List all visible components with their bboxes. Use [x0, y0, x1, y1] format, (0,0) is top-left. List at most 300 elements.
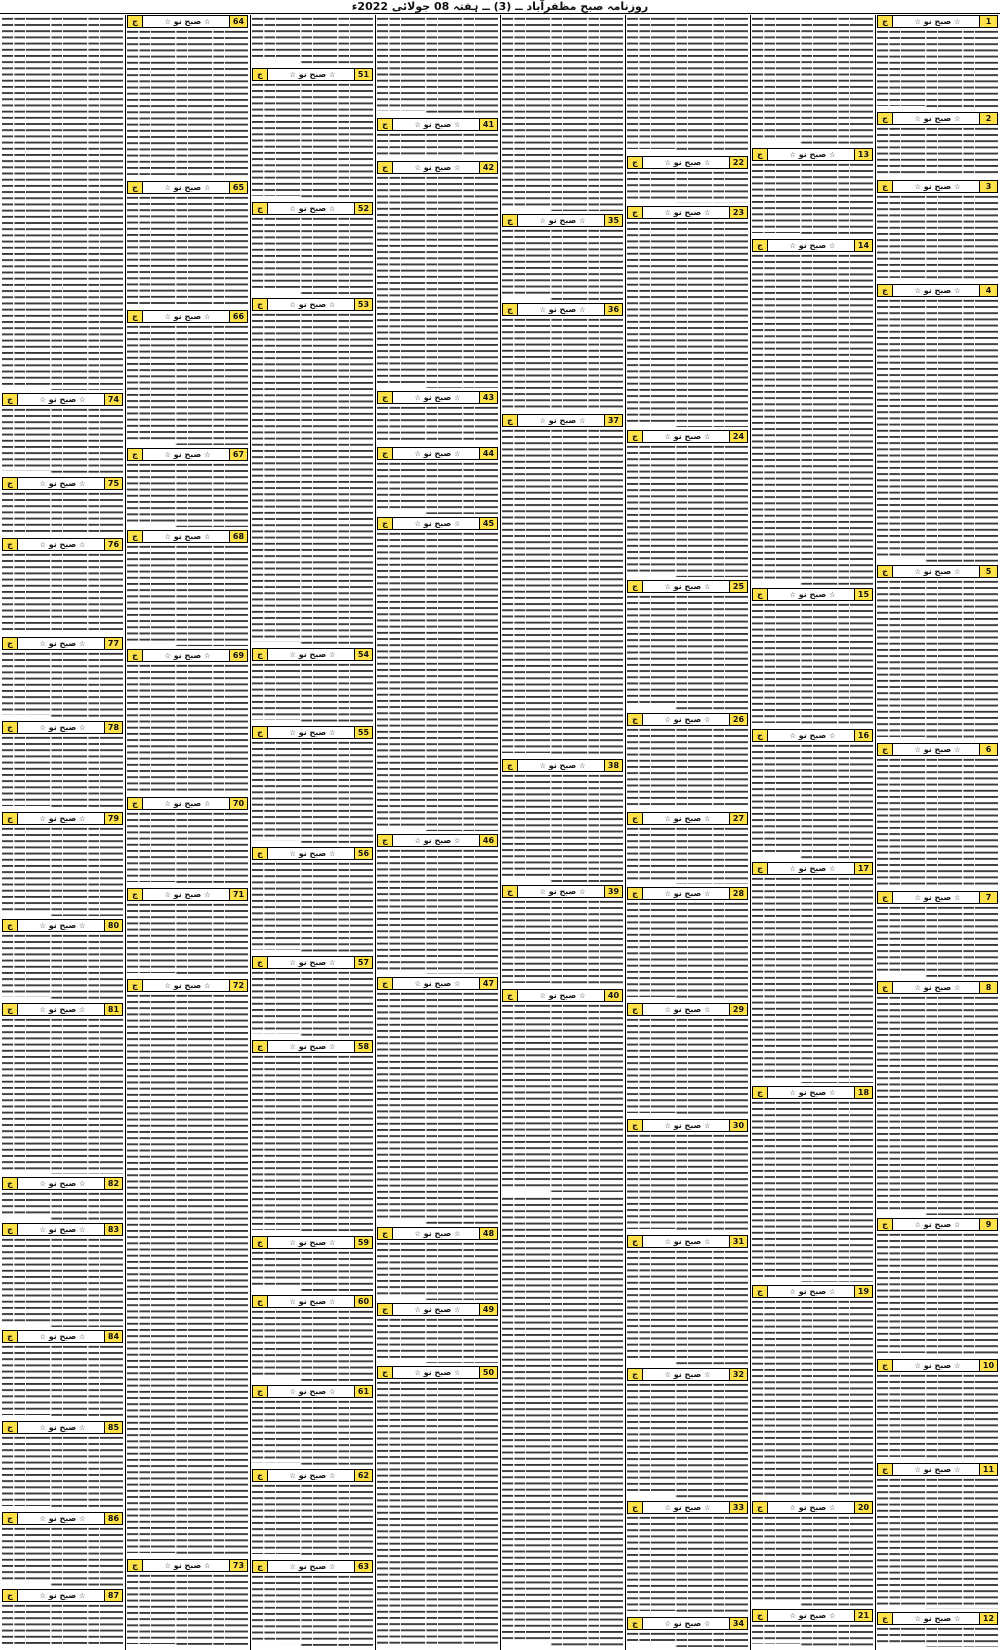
ad-logo-text: صبح نو: [45, 639, 80, 648]
ad-number: 25: [729, 581, 747, 592]
ad-mark-icon: ج: [628, 1236, 643, 1247]
ad-body-text: [252, 1250, 373, 1292]
ad-header: [377, 161, 498, 174]
ad-logo-text: صبح نو: [295, 650, 330, 660]
ad-mark-icon: ج: [3, 920, 18, 931]
star-icon: ☆: [329, 1388, 336, 1397]
star-icon: ☆: [664, 1122, 671, 1131]
ad-logo: [290, 1296, 336, 1307]
classified-ad: [2, 637, 123, 718]
ad-logo: [165, 311, 211, 322]
star-icon: ☆: [539, 762, 546, 771]
ad-body-text: [627, 16, 748, 153]
classified-ad: [252, 726, 373, 844]
ad-last-line-gap: [377, 111, 425, 115]
star-icon: ☆: [39, 479, 46, 488]
classified-ad: [627, 1617, 748, 1647]
ad-logo: [40, 638, 86, 649]
ad-header: [377, 1303, 498, 1316]
classified-ad: [252, 15, 373, 65]
ad-body-text: [2, 1191, 123, 1220]
ad-last-line-gap: [252, 1034, 300, 1037]
ad-logo-text: صبح نو: [670, 1237, 705, 1247]
ad-last-line-gap: [2, 386, 50, 390]
ad-mark-icon: ج: [3, 813, 18, 824]
ad-number: 67: [229, 449, 247, 460]
ad-last-line-gap: [2, 1171, 50, 1174]
ad-last-line-gap: [2, 913, 50, 916]
ad-logo-text: صبح نو: [920, 983, 955, 993]
ad-logo-text: صبح نو: [45, 1004, 80, 1014]
ad-header: [502, 989, 623, 1002]
star-icon: ☆: [79, 640, 86, 648]
ad-header: [627, 580, 748, 593]
ad-number: 66: [229, 311, 247, 322]
ad-body-text: [502, 773, 623, 882]
ad-logo: [665, 207, 711, 218]
ad-last-line-gap: [752, 723, 800, 726]
star-icon: ☆: [914, 984, 921, 993]
ad-mark-icon: ج: [503, 760, 518, 771]
ad-body-text: [377, 132, 498, 158]
ad-logo-text: صبح نو: [545, 990, 580, 1000]
ad-mark-icon: ج: [128, 889, 143, 900]
ad-logo-text: صبح نو: [295, 1297, 330, 1307]
ad-logo: [790, 863, 836, 874]
star-icon: ☆: [829, 1612, 836, 1620]
ad-logo: [540, 304, 586, 315]
classified-ad: [252, 1295, 373, 1382]
ad-logo: [665, 1120, 711, 1131]
ad-number: 68: [229, 531, 247, 542]
ad-mark-icon: ج: [3, 478, 18, 489]
star-icon: ☆: [914, 182, 921, 191]
ad-number: 64: [229, 16, 247, 27]
ad-number: 51: [354, 69, 372, 80]
ad-logo: [165, 16, 211, 27]
ad-body-text: [877, 1477, 998, 1609]
star-icon: ☆: [579, 216, 586, 225]
star-icon: ☆: [204, 890, 211, 899]
ad-logo-text: صبح نو: [170, 798, 205, 808]
star-icon: ☆: [204, 313, 211, 322]
ad-logo: [665, 1004, 711, 1015]
ad-mark-icon: ج: [3, 1331, 18, 1342]
ad-logo: [165, 650, 211, 661]
ad-logo-text: صبح نو: [920, 744, 955, 754]
classified-ad: [252, 202, 373, 295]
classified-ad: [752, 588, 873, 726]
ad-header: [752, 148, 873, 161]
ad-mark-icon: ج: [628, 1004, 643, 1015]
ad-last-line-gap: [377, 1644, 425, 1647]
classified-ad: [752, 1285, 873, 1498]
ad-header: [252, 956, 373, 969]
ad-header: [252, 1385, 373, 1398]
ad-logo-text: صبح نو: [295, 300, 330, 310]
ad-logo: [915, 113, 961, 124]
star-icon: ☆: [204, 1561, 211, 1570]
ad-header: [627, 1119, 748, 1132]
classified-ad: [627, 812, 748, 883]
ad-last-line-gap: [627, 424, 675, 427]
star-icon: ☆: [914, 1220, 921, 1229]
ad-body-text: [877, 995, 998, 1215]
star-icon: ☆: [414, 979, 421, 988]
star-icon: ☆: [289, 71, 296, 80]
star-icon: ☆: [79, 1424, 86, 1433]
ad-logo-text: صبح نو: [920, 181, 955, 191]
star-icon: ☆: [914, 745, 921, 754]
ad-mark-icon: ج: [878, 1219, 893, 1230]
ad-header: [752, 1086, 873, 1099]
ad-header: [252, 648, 373, 661]
ad-logo: [540, 215, 586, 226]
star-icon: ☆: [954, 182, 961, 191]
ad-mark-icon: ج: [878, 982, 893, 993]
ad-logo: [915, 982, 961, 993]
ad-body-text: [252, 740, 373, 844]
ad-body-text: [627, 444, 748, 577]
ad-last-line-gap: [2, 1583, 50, 1586]
star-icon: ☆: [954, 984, 961, 993]
ad-last-line-gap: [877, 1606, 925, 1609]
ad-logo-text: صبح نو: [170, 981, 205, 991]
classified-ad: [127, 888, 248, 976]
classified-ad: [2, 721, 123, 809]
ad-last-line-gap: [877, 559, 925, 562]
ad-logo: [915, 892, 961, 903]
star-icon: ☆: [289, 301, 296, 310]
ad-mark-icon: ج: [253, 1041, 268, 1052]
ad-logo: [665, 888, 711, 899]
ad-header: [752, 729, 873, 742]
ad-body-text: [2, 1344, 123, 1418]
classified-ad: [627, 580, 748, 710]
star-icon: ☆: [79, 1332, 86, 1341]
star-icon: ☆: [664, 1371, 671, 1380]
ad-body-text: [377, 1241, 498, 1300]
ad-last-line-gap: [127, 882, 175, 885]
classified-ad: [377, 15, 498, 115]
ad-number: 26: [729, 714, 747, 725]
ad-last-line-gap: [252, 1230, 300, 1233]
ad-body-text: [627, 727, 748, 809]
ad-last-line-gap: [502, 297, 550, 300]
ad-logo-text: صبح نو: [795, 731, 830, 740]
ad-logo-text: صبح نو: [295, 203, 330, 213]
ad-header: [502, 303, 623, 316]
star-icon: ☆: [954, 18, 961, 26]
ad-logo: [790, 1286, 836, 1297]
ad-last-line-gap: [252, 1289, 300, 1292]
ad-header: [627, 206, 748, 219]
ad-last-line-gap: [127, 973, 175, 976]
ad-last-line-gap: [127, 442, 175, 445]
ad-body-text: [252, 312, 373, 645]
ad-last-line-gap: [877, 1457, 925, 1460]
ad-number: 52: [354, 203, 372, 214]
ad-logo: [540, 886, 586, 897]
star-icon: ☆: [704, 582, 711, 591]
ad-logo-text: صبح نو: [295, 1387, 330, 1397]
ad-header: [127, 797, 248, 810]
classified-ad: [752, 15, 873, 145]
ad-mark-icon: ج: [628, 1369, 643, 1380]
ad-body-text: [377, 175, 498, 388]
ad-number: 24: [729, 431, 747, 442]
ad-number: 53: [354, 299, 372, 310]
star-icon: ☆: [164, 890, 171, 899]
ad-header: [127, 888, 248, 901]
ad-number: 9: [979, 1219, 997, 1230]
ad-number: 14: [854, 240, 872, 251]
star-icon: ☆: [789, 1288, 796, 1297]
ad-number: 28: [729, 888, 747, 899]
ad-number: 31: [729, 1236, 747, 1247]
star-icon: ☆: [79, 1005, 86, 1014]
classified-column-8: [0, 15, 125, 1650]
ad-logo-text: صبح نو: [920, 1219, 955, 1229]
ad-last-line-gap: [752, 856, 800, 859]
star-icon: ☆: [914, 1614, 921, 1623]
ad-body-text: [2, 1017, 123, 1174]
ad-mark-icon: ج: [753, 730, 768, 741]
ad-body-text: [752, 1515, 873, 1606]
classified-column-7: [125, 15, 250, 1650]
classified-ad: [252, 1385, 373, 1466]
ad-logo-text: صبح نو: [795, 149, 830, 159]
star-icon: ☆: [414, 450, 421, 459]
ad-last-line-gap: [877, 1212, 925, 1215]
ad-body-text: [627, 1249, 748, 1365]
ad-body-text: [2, 552, 123, 634]
star-icon: ☆: [914, 1362, 921, 1371]
classified-ad: [377, 1303, 498, 1363]
ad-logo: [40, 1513, 86, 1524]
ad-last-line-gap: [877, 1644, 925, 1647]
ad-mark-icon: ج: [503, 304, 518, 315]
star-icon: ☆: [539, 991, 546, 1000]
ad-logo: [290, 1237, 336, 1248]
masthead: روزنامہ صبح مظفرآباد ــ (3) ــ ہفتہ 08 جولائی 2022ء: [0, 0, 1000, 14]
ad-last-line-gap: [502, 1189, 550, 1192]
star-icon: ☆: [664, 815, 671, 824]
ad-body-text: [2, 1435, 123, 1509]
star-icon: ☆: [829, 150, 836, 159]
ad-body-text: [627, 1017, 748, 1116]
ad-logo: [40, 1422, 86, 1433]
ad-header: [752, 588, 873, 601]
star-icon: ☆: [39, 395, 46, 404]
classified-ad: [127, 530, 248, 646]
star-icon: ☆: [829, 1089, 836, 1097]
ad-header: [627, 1617, 748, 1630]
ad-body-text: [627, 170, 748, 202]
ad-logo: [165, 182, 211, 193]
ad-last-line-gap: [752, 233, 800, 236]
classified-ad: [627, 156, 748, 202]
ad-header: [252, 847, 373, 860]
ad-logo-text: صبح نو: [170, 1560, 205, 1570]
star-icon: ☆: [289, 729, 296, 738]
star-icon: ☆: [79, 1591, 86, 1600]
ad-header: [2, 1003, 123, 1016]
ad-header: [2, 919, 123, 932]
ad-body-text: [877, 1232, 998, 1356]
star-icon: ☆: [39, 1226, 46, 1235]
classified-ad: [2, 15, 123, 390]
star-icon: ☆: [704, 433, 711, 442]
star-icon: ☆: [664, 159, 671, 168]
ad-header: [502, 759, 623, 772]
ad-mark-icon: ج: [878, 181, 893, 192]
classified-column-5: [375, 15, 500, 1650]
ad-logo-text: صبح نو: [670, 1619, 705, 1629]
ad-mark-icon: ج: [878, 1360, 893, 1371]
ad-mark-icon: ج: [253, 957, 268, 968]
ad-number: 50: [479, 1367, 497, 1378]
classified-ad: [502, 885, 623, 986]
star-icon: ☆: [664, 1238, 671, 1247]
ad-last-line-gap: [127, 1644, 175, 1647]
classified-ad: [252, 1040, 373, 1232]
ad-last-line-gap: [127, 175, 175, 178]
classified-ad: [877, 1359, 998, 1460]
ad-last-line-gap: [377, 511, 425, 514]
star-icon: ☆: [954, 1614, 961, 1623]
ad-logo-text: صبح نو: [920, 1361, 955, 1371]
ad-body-text: [377, 16, 498, 115]
star-icon: ☆: [39, 921, 46, 930]
ad-mark-icon: ج: [378, 392, 393, 403]
ad-header: [627, 812, 748, 825]
classified-ad: [252, 648, 373, 723]
star-icon: ☆: [704, 889, 711, 898]
ad-logo: [540, 990, 586, 1001]
star-icon: ☆: [414, 393, 421, 402]
ad-logo: [790, 1087, 836, 1098]
ad-body-text: [2, 651, 123, 718]
ad-logo: [665, 813, 711, 824]
ad-number: 35: [604, 215, 622, 226]
star-icon: ☆: [329, 204, 336, 213]
star-icon: ☆: [664, 582, 671, 591]
ad-body-text: [377, 405, 498, 444]
ad-logo: [415, 518, 461, 529]
ad-logo: [915, 1360, 961, 1371]
ad-header: [502, 414, 623, 427]
ad-last-line-gap: [252, 1463, 300, 1466]
ad-logo: [415, 448, 461, 459]
classified-ad: [752, 1609, 873, 1647]
ad-header: [627, 1501, 748, 1514]
star-icon: ☆: [204, 184, 211, 193]
ad-number: 56: [354, 848, 372, 859]
ad-last-line-gap: [752, 1279, 800, 1282]
classified-column-6: [250, 15, 375, 1650]
star-icon: ☆: [704, 715, 711, 724]
star-icon: ☆: [579, 888, 586, 897]
ad-body-text: [127, 811, 248, 885]
star-icon: ☆: [79, 1226, 86, 1235]
ad-number: 65: [229, 182, 247, 193]
ad-last-line-gap: [2, 631, 50, 634]
ad-body-text: [2, 1603, 123, 1647]
ad-mark-icon: ج: [503, 990, 518, 1001]
ad-number: 81: [104, 1004, 122, 1015]
ad-logo: [290, 957, 336, 968]
ad-logo-text: صبح نو: [295, 1471, 330, 1481]
star-icon: ☆: [289, 1388, 296, 1397]
ad-logo: [290, 1470, 336, 1481]
ad-body-text: [502, 899, 623, 986]
classified-ad: [752, 862, 873, 1083]
classified-ad: [877, 284, 998, 562]
ad-header: [877, 565, 998, 578]
star-icon: ☆: [329, 850, 336, 859]
classified-ad: [252, 956, 373, 1037]
ad-header: [752, 1609, 873, 1622]
ad-mark-icon: ج: [378, 518, 393, 529]
classified-ad: [502, 759, 623, 882]
star-icon: ☆: [289, 1298, 296, 1307]
ad-header: [752, 239, 873, 252]
ad-number: 38: [604, 760, 622, 771]
classified-column-4: [500, 15, 625, 1650]
ad-number: 83: [104, 1224, 122, 1235]
ad-mark-icon: ج: [378, 448, 393, 459]
ad-logo: [790, 149, 836, 160]
ad-mark-icon: ج: [753, 240, 768, 251]
ad-header: [627, 1368, 748, 1381]
classified-ad: [627, 887, 748, 1000]
star-icon: ☆: [704, 815, 711, 824]
ad-last-line-gap: [127, 524, 175, 527]
ad-last-line-gap: [2, 1644, 50, 1647]
ad-mark-icon: ج: [503, 415, 518, 426]
classified-ad: [127, 310, 248, 445]
ad-mark-icon: ج: [3, 1422, 18, 1433]
ad-last-line-gap: [2, 1506, 50, 1509]
ad-number: 16: [854, 730, 872, 741]
classified-ad: [377, 834, 498, 974]
star-icon: ☆: [289, 1562, 296, 1571]
ad-last-line-gap: [752, 582, 800, 585]
ad-mark-icon: ج: [628, 431, 643, 442]
ad-logo: [665, 714, 711, 725]
ad-body-text: [627, 1382, 748, 1498]
ad-mark-icon: ج: [878, 892, 893, 903]
ad-logo: [290, 69, 336, 80]
ad-logo-text: صبح نو: [670, 814, 705, 824]
classified-ad: [877, 15, 998, 109]
ad-logo-text: صبح نو: [670, 1121, 705, 1131]
star-icon: ☆: [204, 652, 211, 661]
ad-number: 10: [979, 1360, 997, 1371]
ad-logo: [290, 727, 336, 738]
column-rule: [250, 15, 251, 1650]
star-icon: ☆: [39, 541, 46, 550]
ad-logo-text: صبح نو: [670, 207, 705, 217]
ad-header: [127, 649, 248, 662]
ad-last-line-gap: [502, 1643, 550, 1647]
ad-header: [877, 891, 998, 904]
ad-logo: [915, 1464, 961, 1475]
ad-header: [2, 1421, 123, 1434]
ad-last-line-gap: [877, 174, 925, 177]
ad-logo: [915, 1219, 961, 1230]
